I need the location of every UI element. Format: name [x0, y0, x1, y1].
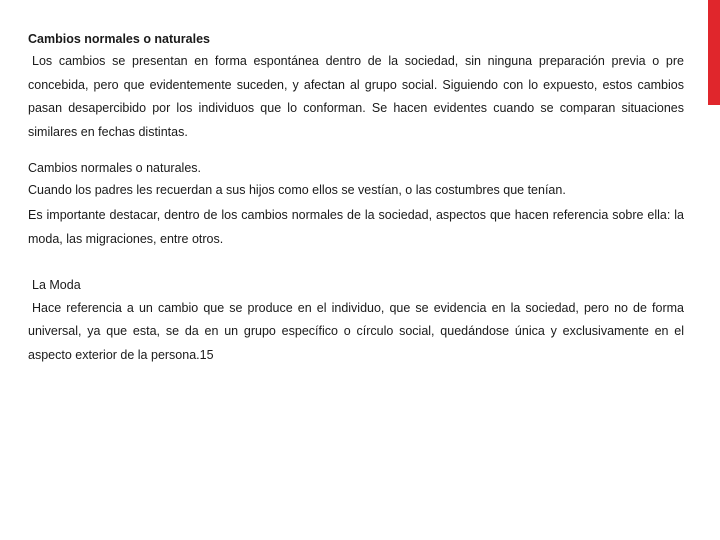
section-heading: La Moda — [32, 277, 81, 292]
section-paragraph: Hace referencia a un cambio que se produce en el individuo, que se evidencia en la sociedad, pero no de forma universal, ya que esta, se da en un grupo específico o círculo social, quedándose única y exclusivamente en el aspecto exterior de la persona.15 — [28, 300, 684, 362]
section-heading: Cambios normales o naturales. — [28, 161, 201, 175]
section-paragraph: Los cambios se presentan en forma espontánea dentro de la sociedad, sin ninguna preparación previa o pre concebida, pero que evidentemente suceden, y afectan al grupo social. Siguiendo con lo expuesto, estos cambios pasan desapercibido por los individuos que lo conforman. Se hacen evidentes cuando se comparan situaciones similares en fechas distintas. — [28, 54, 684, 139]
spacer — [28, 144, 684, 157]
section-heading: Cambios normales o naturales — [28, 32, 211, 46]
accent-bar — [708, 0, 720, 105]
section-paragraph: Es importante destacar, dentro de los cambios normales de la sociedad, aspectos que hacen referencia sobre ella: la moda, las migraciones, entre otros. — [28, 207, 684, 246]
document-body — [28, 28, 684, 367]
section-paragraph: Cuando los padres les recuerdan a sus hijos como ellos se vestían, o las costumbres que tenían. — [28, 183, 566, 197]
spacer — [28, 251, 684, 273]
